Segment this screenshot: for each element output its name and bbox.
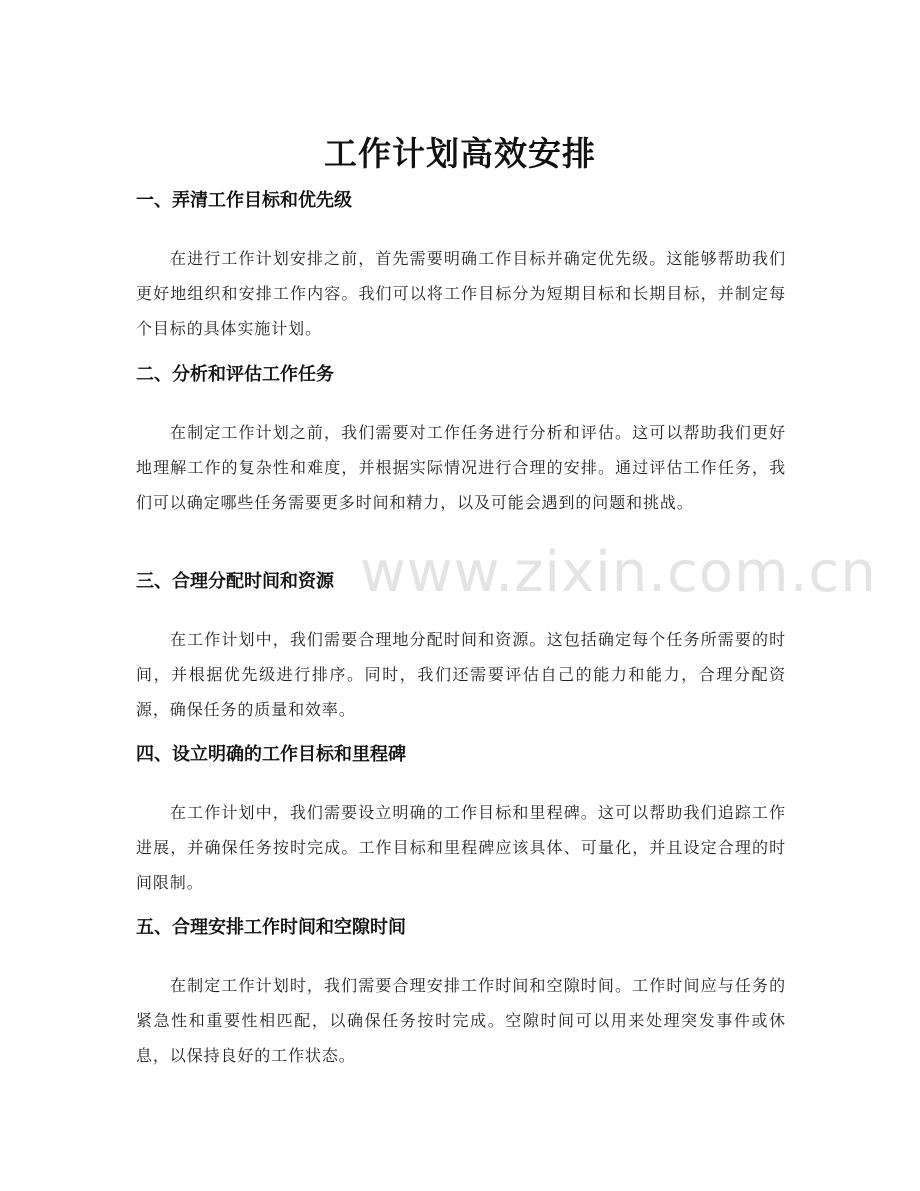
section-paragraph: 在制定工作计划之前，我们需要对工作任务进行分析和评估。这可以帮助我们更好地理解工作的复杂性和难度，并根据实际情况进行合理的安排。通过评估工作任务，我们可以确定哪些任务需要更多时间和精力，以及可能会遇到的问题和挑战。 <box>136 423 786 512</box>
section-heading: 四、设立明确的工作目标和里程碑 <box>136 744 406 765</box>
section-heading: 二、分析和评估工作任务 <box>136 364 334 385</box>
section-5 <box>136 914 786 1073</box>
section-4 <box>136 741 786 900</box>
section-paragraph: 在制定工作计划时，我们需要合理安排工作时间和空隙时间。工作时间应与任务的紧急性和重要性相匹配，以确保任务按时完成。空隙时间可以用来处理突发事件或休息，以保持良好的工作状态。 <box>136 976 786 1065</box>
page-title: 工作计划高效安排 <box>324 134 596 174</box>
section-heading: 一、弄清工作目标和优先级 <box>136 190 352 211</box>
section-paragraph: 在工作计划中，我们需要设立明确的工作目标和里程碑。这可以帮助我们追踪工作进展，并确保任务按时完成。工作目标和里程碑应该具体、可量化，并且设定合理的时间限制。 <box>136 803 786 892</box>
section-heading: 五、合理安排工作时间和空隙时间 <box>136 917 406 938</box>
section-1 <box>136 187 786 346</box>
section-heading: 三、合理分配时间和资源 <box>136 571 334 592</box>
section-3 <box>136 568 786 727</box>
section-paragraph: 在工作计划中，我们需要合理地分配时间和资源。这包括确定每个任务所需要的时间，并根据优先级进行排序。同时，我们还需要评估自己的能力和能力，合理分配资源，确保任务的质量和效率。 <box>136 630 786 719</box>
section-paragraph: 在进行工作计划安排之前，首先需要明确工作目标并确定优先级。这能够帮助我们更好地组织和安排工作内容。我们可以将工作目标分为短期目标和长期目标，并制定每个目标的具体实施计划。 <box>136 249 786 338</box>
section-2 <box>136 361 786 520</box>
watermark: www.zixin.com.cn <box>360 540 877 605</box>
